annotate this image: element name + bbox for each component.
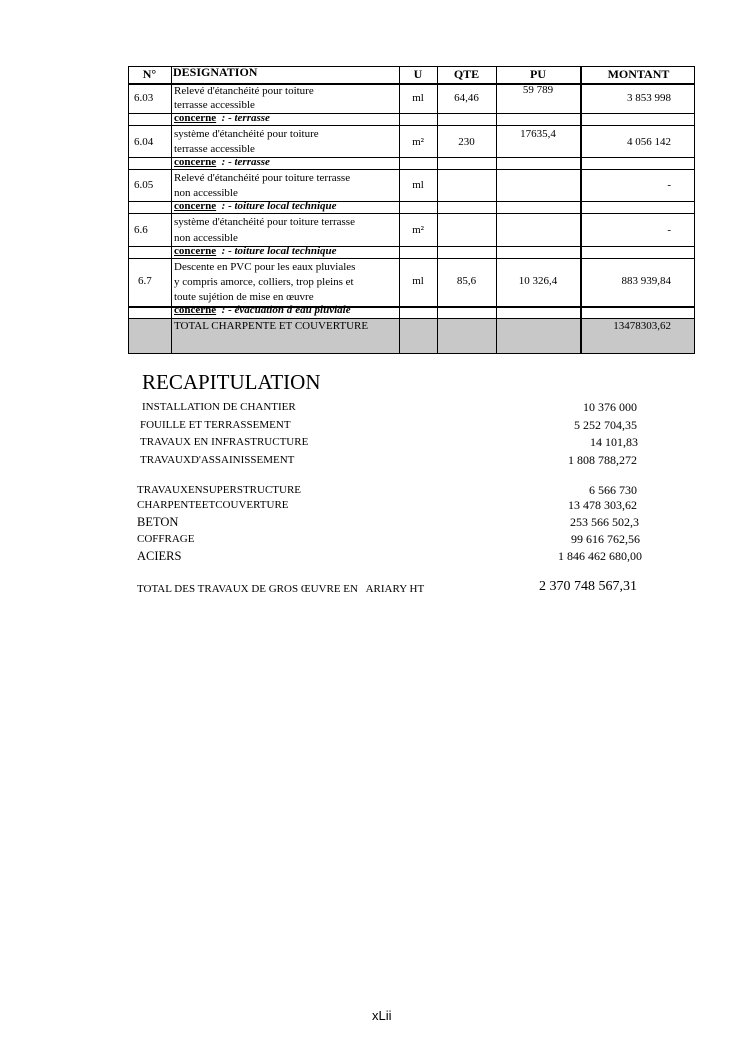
row-divider [128, 318, 695, 319]
col-divider [437, 66, 438, 354]
row-designation-line: Relevé d'étanchéité pour toiture terrasse [174, 172, 351, 184]
row-concerne [174, 245, 337, 258]
row-unit: ml [412, 275, 424, 287]
recap-item-value: 13 478 303,62 [568, 498, 637, 512]
row-montant: 3 853 998 [627, 92, 671, 104]
concerne-value: : - terrasse [221, 112, 270, 124]
concerne-label: concerne [174, 156, 217, 168]
row-montant: 4 056 142 [627, 136, 671, 148]
header-montant: MONTANT [607, 67, 670, 81]
row-num: 6.05 [134, 179, 154, 191]
row-num: 6.03 [134, 92, 154, 104]
row-designation-line: non accessible [174, 187, 238, 199]
row-concerne [174, 304, 351, 317]
row-divider [128, 169, 695, 170]
recap-item-value: 99 616 762,56 [571, 532, 640, 546]
row-pu: 10 326,4 [518, 275, 558, 287]
row-qte: 64,46 [454, 92, 479, 104]
row-designation-line: Descente en PVC pour les eaux pluviales [174, 261, 356, 273]
row-concerne [174, 200, 337, 213]
recap-item-label: ACIERS [137, 549, 182, 563]
row-montant: - [667, 179, 671, 191]
concerne-label: concerne [174, 112, 217, 124]
recap-item-value: 1 808 788,272 [568, 453, 637, 467]
recap-item-label: TRAVAUX EN INFRASTRUCTURE [140, 436, 309, 448]
estimate-table [128, 66, 695, 354]
row-designation-line: terrasse accessible [174, 99, 255, 111]
recap-item-value: 14 101,83 [590, 435, 638, 449]
row-unit: ml [412, 179, 424, 191]
row-pu: 17635,4 [520, 128, 556, 140]
row-num: 6.04 [134, 136, 154, 148]
recap-item-value: 1 846 462 680,00 [558, 549, 642, 563]
row-unit: m² [412, 136, 424, 148]
concerne-label: concerne [174, 304, 217, 316]
concerne-value: : - toiture local technique [221, 245, 337, 257]
recap-item-value: 6 566 730 [589, 483, 637, 497]
recap-item-label: TRAVAUXD'ASSAINISSEMENT [140, 454, 295, 466]
row-concerne [174, 156, 270, 169]
recap-item-label: BETON [137, 515, 179, 529]
recap-item-label: INSTALLATION DE CHANTIER [142, 401, 296, 413]
row-divider [128, 213, 695, 214]
col-divider [580, 66, 582, 354]
concerne-value: : - toiture local technique [221, 200, 337, 212]
row-concerne [174, 112, 270, 125]
col-divider [171, 66, 172, 354]
recap-title: RECAPITULATION [142, 370, 321, 394]
header-designation: DESIGNATION [173, 65, 258, 79]
recap-item-value: 253 566 502,3 [570, 515, 639, 529]
total-value: 13478303,62 [613, 320, 671, 332]
header-qte: QTE [453, 67, 480, 81]
recap-item-label: COFFRAGE [137, 533, 195, 545]
row-pu: 59 789 [522, 84, 554, 96]
recap-item-value: 5 252 704,35 [574, 418, 637, 432]
recap-item-label: FOUILLE ET TERRASSEMENT [140, 419, 291, 431]
col-divider [399, 66, 400, 354]
col-divider [496, 66, 497, 354]
row-num: 6.7 [138, 275, 152, 287]
recap-total-value: 2 370 748 567,31 [539, 579, 637, 594]
row-designation-line: terrasse accessible [174, 143, 255, 155]
recap-total-label: TOTAL DES TRAVAUX DE GROS ŒUVRE EN ARIARY HT [137, 583, 425, 595]
header-num: N° [142, 67, 157, 81]
row-num: 6.6 [134, 224, 148, 236]
page-number: xLii [372, 1008, 392, 1023]
row-designation-line: Relevé d'étanchéité pour toiture [174, 85, 314, 97]
concerne-value: : - évacuation d'eau pluviale [221, 304, 351, 316]
concerne-label: concerne [174, 200, 217, 212]
recap-item-label: CHARPENTEETCOUVERTURE [137, 499, 289, 511]
row-designation-line: y compris amorce, colliers, trop pleins et [174, 276, 354, 288]
row-divider [128, 125, 695, 126]
recap-item-label: TRAVAUXENSUPERSTRUCTURE [137, 484, 302, 496]
header-unit: U [413, 67, 423, 81]
concerne-value: : - terrasse [221, 156, 270, 168]
concerne-label: concerne [174, 245, 217, 257]
row-designation-line: non accessible [174, 232, 238, 244]
row-unit: ml [412, 92, 424, 104]
row-qte: 85,6 [456, 275, 477, 287]
row-montant: 883 939,84 [621, 275, 671, 287]
row-designation-line: système d'étanchéité pour toiture [174, 128, 319, 140]
header-pu: PU [530, 67, 546, 81]
row-montant: - [667, 224, 671, 236]
total-label: TOTAL CHARPENTE ET COUVERTURE [174, 320, 369, 332]
recap-item-value: 10 376 000 [583, 400, 637, 414]
row-designation-line: système d'étanchéité pour toiture terrasse [174, 216, 355, 228]
row-divider [128, 258, 695, 259]
row-qte: 230 [458, 136, 475, 148]
row-unit: m² [412, 224, 424, 236]
row-designation-line: toute sujétion de mise en œuvre [174, 291, 314, 303]
